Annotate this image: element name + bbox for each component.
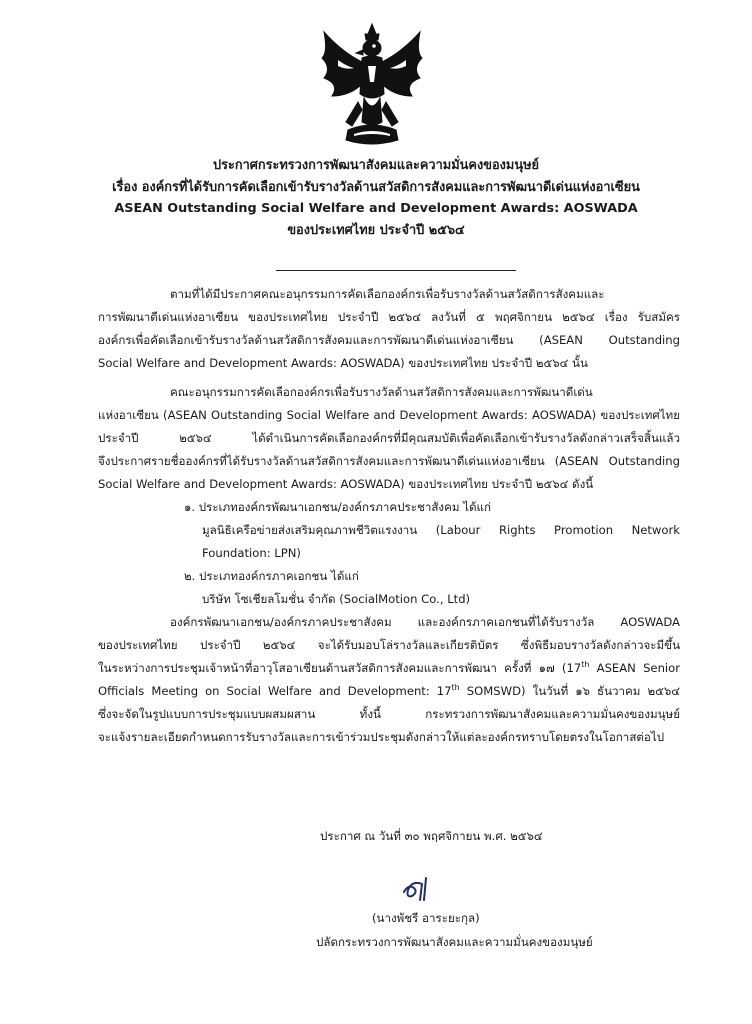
- para3-line: ในระหว่างการประชุมเจ้าหน้าที่อาวุโสอาเซียนด้านสวัสดิการสังคมและการพัฒนา ครั้งที่ ๑๗ (17th ASEAN Senior: [98, 660, 680, 675]
- para3-line: จะแจ้งรายละเอียดกำหนดการรับรางวัลและการเข้าร่วมประชุมดังกล่าวให้แต่ละองค์กรทราบโดยตรงในโอกาสต่อไป: [98, 730, 665, 744]
- para1-line: Social Welfare and Development Awards: AOSWADA) ของประเทศไทย ประจำปี ๒๕๖๔ นั้น: [98, 356, 588, 370]
- header-subject: เรื่อง องค์กรที่ได้รับการคัดเลือกเข้ารับรางวัลด้านสวัสดิการสังคมและการพัฒนาดีเด่นแห่งอาเซียน: [112, 179, 640, 195]
- para2-line: จึงประกาศรายชื่อองค์กรที่ได้รับรางวัลด้านสวัสดิการสังคมและการพัฒนาดีเด่นแห่งอาเซียน (ASEAN Outstanding: [98, 454, 680, 468]
- para3-line: ซึ่งจะจัดในรูปแบบการประชุมแบบผสมผสาน ทั้งนี้ กระทรวงการพัฒนาสังคมและความมั่นคงของมนุษย์: [98, 707, 680, 721]
- item2-heading: ๒. ประเภทองค์กรภาคเอกชน ได้แก่: [184, 569, 359, 583]
- para2-line: ประจำปี ๒๕๖๔ ได้ดำเนินการคัดเลือกองค์กรที่มีคุณสมบัติเพื่อคัดเลือกเข้ารับรางวัลดังกล่าวเสร็จสิ้นแล้ว: [98, 431, 680, 445]
- item1-org-name: มูลนิธิเครือข่ายส่งเสริมคุณภาพชีวิตแรงงาน (Labour Rights Promotion Network: [202, 523, 680, 537]
- para1-line: องค์กรเพื่อคัดเลือกเข้ารับรางวัลด้านสวัสดิการสังคมและการพัฒนาดีเด่นแห่งอาเซียน (ASEAN Outstanding: [98, 333, 680, 347]
- para2-line: แห่งอาเซียน (ASEAN Outstanding Social Welfare and Development Awards: AOSWADA) ของประเทศไทย: [98, 408, 680, 422]
- signer-name: (นางพัชรี อาระยะกุล): [372, 911, 480, 925]
- garuda-emblem-icon: [318, 22, 426, 154]
- para3-line: ของประเทศไทย ประจำปี ๒๕๖๔ จะได้รับมอบโล่รางวัลและเกียรติบัตร ซึ่งพิธีมอบรางวัลดังกล่าวจะมีขึ้น: [98, 638, 680, 652]
- item1-heading: ๑. ประเภทองค์กรพัฒนาเอกชน/องค์กรภาคประชาสังคม ได้แก่: [184, 500, 492, 514]
- para3-line: องค์กรพัฒนาเอกชน/องค์กรภาคประชาสังคม และองค์กรภาคเอกชนที่ได้รับรางวัล AOSWADA: [170, 615, 680, 629]
- header-year: ของประเทศไทย ประจำปี ๒๕๖๔: [287, 222, 465, 238]
- handwritten-signature: [398, 870, 442, 906]
- item1-org-name-cont: Foundation: LPN): [202, 546, 301, 560]
- para3-line: Officials Meeting on Social Welfare and Development: 17th SOMSWD) ในวันที่ ๑๖ ธันวาคม ๒๕๖๔: [98, 683, 680, 698]
- item2-org-name: บริษัท โซเชียลโมชั่น จำกัด (SocialMotion Co., Ltd): [202, 592, 471, 606]
- announcement-header: [80, 155, 672, 241]
- header-divider: [276, 270, 516, 271]
- header-award-name: ASEAN Outstanding Social Welfare and Development Awards: AOSWADA: [114, 201, 638, 217]
- header-issuer: ประกาศกระทรวงการพัฒนาสังคมและความมั่นคงของมนุษย์: [212, 158, 540, 173]
- proclamation-date: ประกาศ ณ วันที่ ๓๐ พฤศจิกายน พ.ศ. ๒๕๖๔: [320, 829, 543, 843]
- signer-title: ปลัดกระทรวงการพัฒนาสังคมและความมั่นคงของมนุษย์: [316, 935, 593, 949]
- para2-line: Social Welfare and Development Awards: AOSWADA) ของประเทศไทย ประจำปี ๒๕๖๔ ดังนี้: [98, 477, 594, 491]
- announcement-body: [98, 283, 680, 749]
- para1-line: การพัฒนาดีเด่นแห่งอาเซียน ของประเทศไทย ประจำปี ๒๕๖๔ ลงวันที่ ๕ พฤศจิกายน ๒๕๖๔ เรื่อง รับสมัคร: [98, 310, 680, 324]
- para2-line: คณะอนุกรรมการคัดเลือกองค์กรเพื่อรับรางวัลด้านสวัสดิการสังคมและการพัฒนาดีเด่น: [170, 385, 593, 399]
- para1-line: ตามที่ได้มีประกาศคณะอนุกรรมการคัดเลือกองค์กรเพื่อรับรางวัลด้านสวัสดิการสังคมและ: [170, 287, 605, 301]
